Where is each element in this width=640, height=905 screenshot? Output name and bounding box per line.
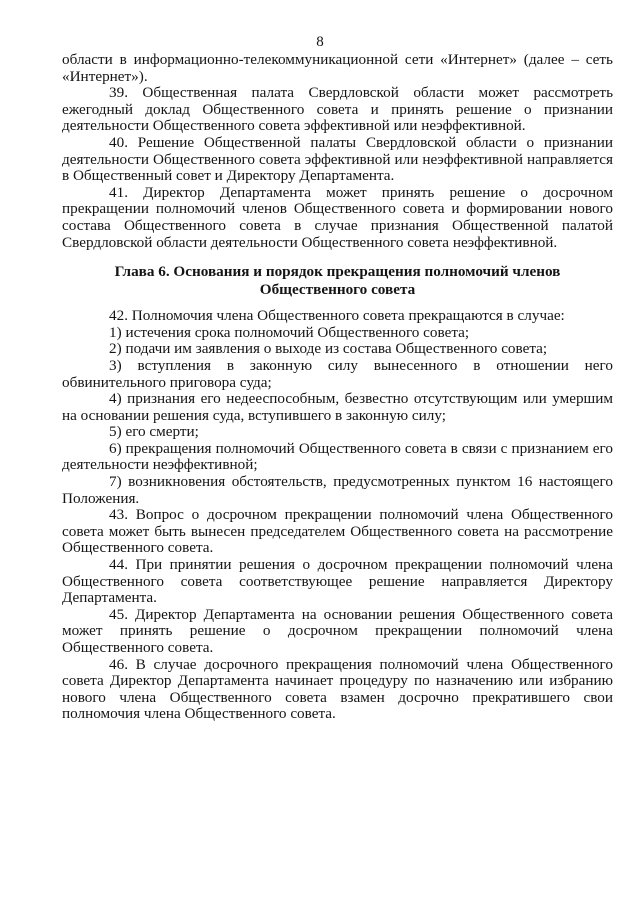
- chapter-heading-line-1: Глава 6. Основания и порядок прекращения полномочий членов: [114, 263, 561, 281]
- paragraph-39: 39. Общественная палата Свердловской области может рассмотреть ежегодный доклад Общественного совета и принять решение о признании деятельности Общественного совета эффективной или неэффективной.: [62, 84, 613, 135]
- list-item-6: 6) прекращения полномочий Общественного совета в связи с признанием его деятельности неэффективной;: [62, 439, 613, 474]
- list-item-2: 2) подачи им заявления о выходе из состава Общественного совета;: [109, 340, 548, 358]
- chapter-heading-line-2: Общественного совета: [259, 281, 416, 299]
- document-body: [62, 52, 613, 723]
- paragraph-40: 40. Решение Общественной палаты Свердловской области о признании деятельности Общественного совета эффективной или неэффективной направляется в Общественный совет и Директору Департамента.: [62, 133, 613, 185]
- list-item-3: 3) вступления в законную силу вынесенного в отношении него обвинительного приговора суда;: [62, 356, 613, 391]
- list-item-5: 5) его смерти;: [109, 423, 199, 441]
- paragraph-43: 43. Вопрос о досрочном прекращении полномочий члена Общественного совета может быть вынесен председателем Общественного совета на рассмотрение Общественного совета.: [62, 506, 613, 557]
- chapter-heading: [62, 263, 613, 299]
- paragraph-44: 44. При принятии решения о досрочном прекращении полномочий члена Общественного совета соответствующее решение направляется Директору Департамента.: [62, 556, 613, 607]
- page-number: 8: [316, 34, 324, 50]
- list-item-4: 4) признания его недееспособным, безвестно отсутствующим или умершим на основании решения суда, вступившего в законную силу;: [62, 390, 613, 424]
- paragraph-42: 42. Полномочия члена Общественного совета прекращаются в случае:: [109, 307, 565, 325]
- paragraph-continuation: области в информационно-телекоммуникационной сети «Интернет» (далее – сеть «Интернет»).: [62, 51, 613, 85]
- list-item-1: 1) истечения срока полномочий Общественного совета;: [109, 323, 470, 341]
- paragraph-41: 41. Директор Департамента может принять решение о досрочном прекращении полномочий членов Общественного совета и формировании нового состава Общественного совета в случае признания Общественной палатой Свердловской области деятельности Общественного совета неэффективной.: [62, 183, 613, 251]
- list-item-7: 7) возникновения обстоятельств, предусмотренных пунктом 16 настоящего Положения.: [62, 473, 613, 507]
- paragraph-46: 46. В случае досрочного прекращения полномочий члена Общественного совета Директор Департамента начинает процедуру по назначению или избранию нового члена Общественного совета взамен досрочно прекратившего свои полномочия члена Общественного совета.: [62, 655, 613, 723]
- paragraph-45: 45. Директор Департамента на основании решения Общественного совета может принять решение о досрочном прекращении полномочий члена Общественного совета.: [62, 605, 613, 656]
